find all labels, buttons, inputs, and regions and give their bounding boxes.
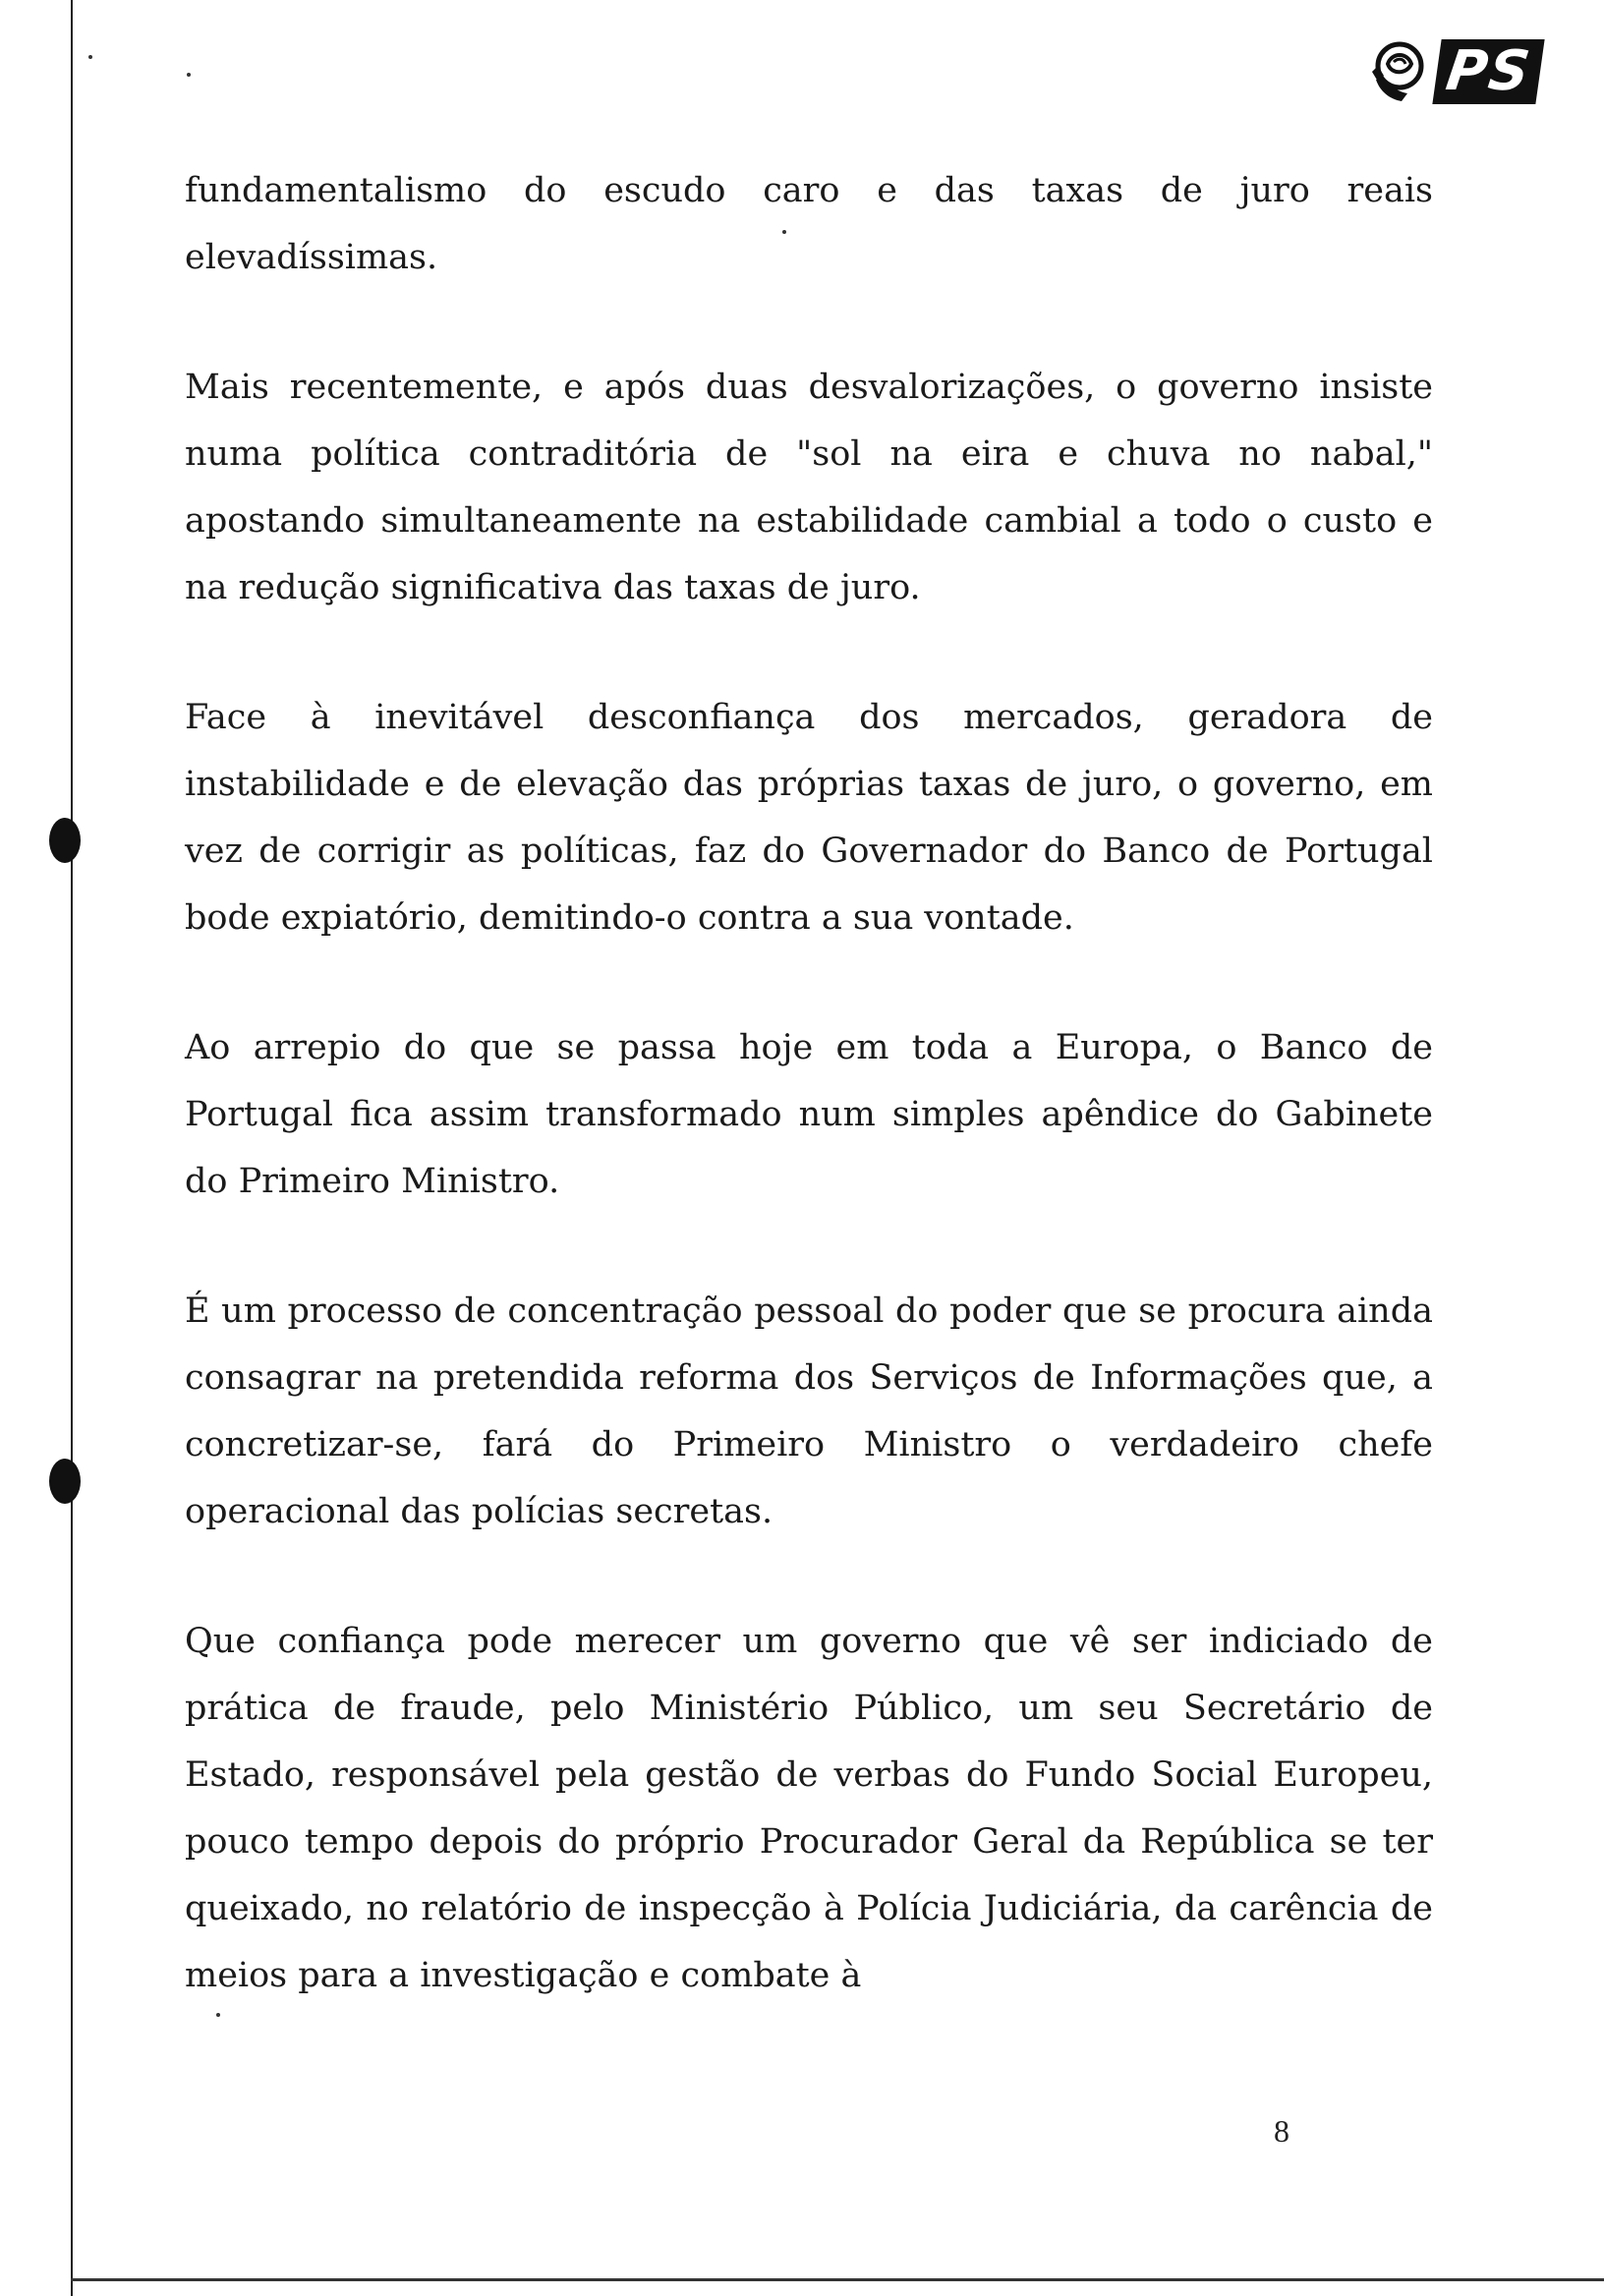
paragraph: É um processo de concentração pessoal do poder que se procura ainda consagrar na pretendida reforma dos Serviços de Informações que, a concretizar-se, fará do Primeiro Ministro o verdadeiro chefe operacional das polícias secretas. <box>185 1292 1433 1531</box>
punch-hole <box>49 1459 81 1504</box>
left-margin-rule <box>71 0 73 2296</box>
logo-text: PS <box>1442 39 1536 103</box>
paragraph: fundamentalismo do escudo caro e das taxas de juro reais elevadíssimas. <box>185 171 1433 277</box>
punch-hole <box>49 818 81 863</box>
document-body <box>185 157 1433 2072</box>
scan-speck <box>88 55 92 59</box>
paragraph: Face à inevitável desconfiança dos mercados, geradora de instabilidade e de elevação das próprias taxas de juro, o governo, em vez de corrigir as políticas, faz do Governador do Banco de Portugal bode expiatório, demitindo-o contra a sua vontade. <box>185 698 1433 938</box>
paragraph: Ao arrepio do que se passa hoje em toda a Europa, o Banco de Portugal fica assim transformado num simples apêndice do Gabinete do Primeiro Ministro. <box>185 1028 1433 1201</box>
page-number: 8 <box>1274 2113 1289 2149</box>
bottom-edge-rule <box>71 2278 1604 2281</box>
scan-speck <box>187 73 191 77</box>
paragraph: Mais recentemente, e após duas desvalorizações, o governo insiste numa política contraditória de "sol na eira e chuva no nabal," apostando simultaneamente na estabilidade cambial a todo o custo e na redução significativa das taxas de juro. <box>185 368 1433 607</box>
party-logo <box>1362 35 1540 108</box>
logo-wordmark <box>1432 39 1545 104</box>
rose-in-fist-icon <box>1362 36 1433 107</box>
paragraph: Que confiança pode merecer um governo que vê ser indiciado de prática de fraude, pelo Ministério Público, um seu Secretário de Estado, responsável pela gestão de verbas do Fundo Social Europeu, pouco tempo depois do próprio Procurador Geral da República se ter queixado, no relatório de inspecção à Polícia Judiciária, da carência de meios para a investigação e combate à <box>185 1622 1433 1995</box>
